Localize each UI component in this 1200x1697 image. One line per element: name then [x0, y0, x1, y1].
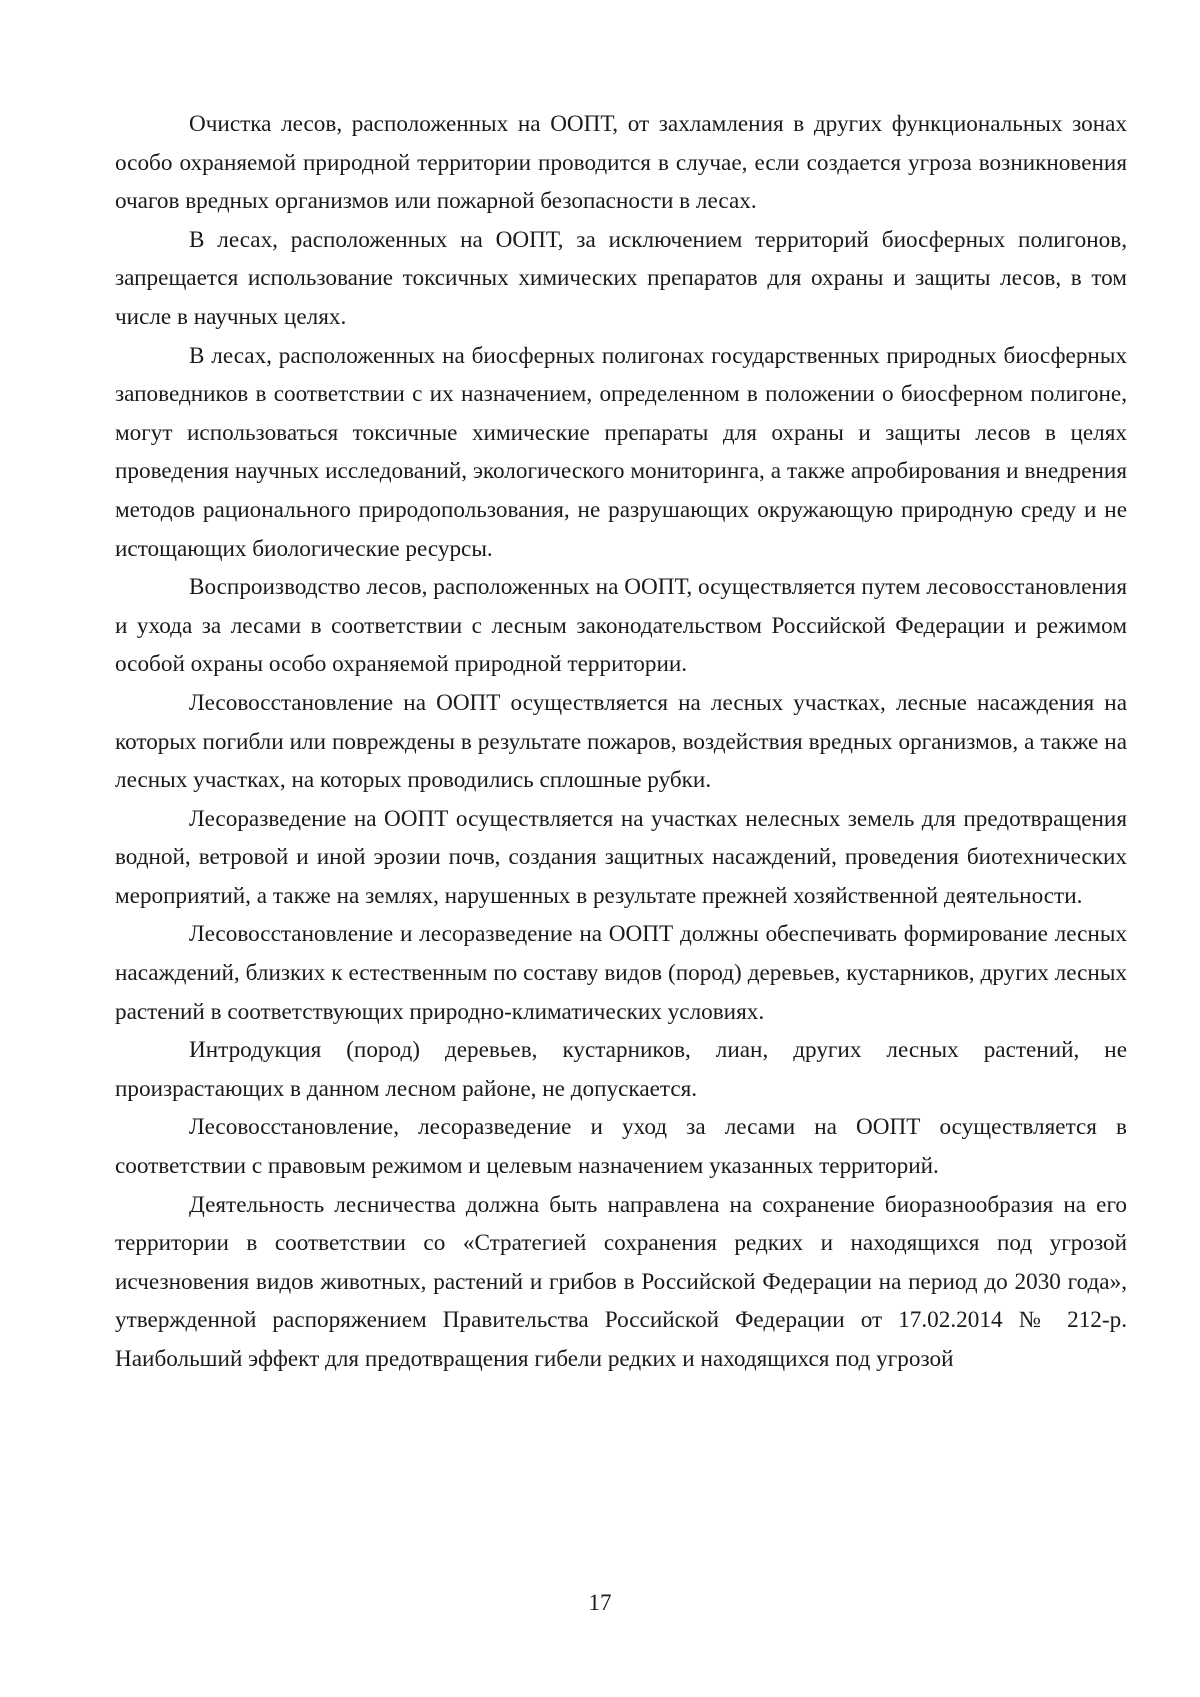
document-body: [115, 105, 1127, 1379]
paragraph-biosphere-polygons: В лесах, расположенных на биосферных полигонах государственных природных биосферных заповедников в соответствии с их назначением, определенном в положении о биосферном полигоне, могут использоваться токсичные химические препараты для охраны и защиты лесов в целях проведения научных исследований, экологического мониторинга, а также апробирования и внедрения методов рационального природопользования, не разрушающих окружающую природную среду и не истощающих биологические ресурсы.: [115, 342, 1127, 562]
paragraph-afforestation: Лесоразведение на ООПТ осуществляется на участках нелесных земель для предотвращения водной, ветровой и иной эрозии почв, создания защитных насаждений, проведения биотехнических мероприятий, а также на землях, нарушенных в результате прежней хозяйственной деятельности.: [115, 805, 1127, 909]
paragraph-forest-cleaning: Очистка лесов, расположенных на ООПТ, от захламления в других функциональных зонах особо охраняемой природной территории проводится в случае, если создается угроза возникновения очагов вредных организмов или пожарной безопасности в лесах.: [115, 111, 1127, 215]
paragraph-biodiversity-strategy: Деятельность лесничества должна быть направлена на сохранение биоразнообразия на его территории в соответствии со «Стратегией сохранения редких и находящихся под угрозой исчезновения видов животных, растений и грибов в Российской Федерации на период до 2030 года», утвержденной распоряжением Правительства Российской Федерации от 17.02.2014 № 212-р. Наибольший эффект для предотвращения гибели редких и находящихся под угрозой: [115, 1191, 1127, 1372]
paragraph-forest-reproduction: Воспроизводство лесов, расположенных на ООПТ, осуществляется путем лесовосстановления и ухода за лесами в соответствии с лесным законодательством Российской Федерации и режимом особой охраны особо охраняемой природной территории.: [115, 574, 1127, 678]
paragraph-legal-regime: Лесовосстановление, лесоразведение и уход за лесами на ООПТ осуществляется в соответствии с правовым режимом и целевым назначением указанных территорий.: [115, 1114, 1127, 1180]
paragraph-reforestation: Лесовосстановление на ООПТ осуществляется на лесных участках, лесные насаждения на которых погибли или повреждены в результате пожаров, воздействия вредных организмов, а также на лесных участках, на которых проводились сплошные рубки.: [115, 689, 1127, 794]
paragraph-stand-formation: Лесовосстановление и лесоразведение на ООПТ должны обеспечивать формирование лесных насаждений, близких к естественным по составу видов (пород) деревьев, кустарников, других лесных растений в соответствующих природно-климатических условиях.: [115, 921, 1127, 1025]
paragraph-toxic-chemicals-ban: В лесах, расположенных на ООПТ, за исключением территорий биосферных полигонов, запрещается использование токсичных химических препаратов для охраны и защиты лесов, в том числе в научных целях.: [115, 226, 1127, 330]
page-number: 17: [588, 1590, 612, 1615]
paragraph-introduction-ban: Интродукция (пород) деревьев, кустарников, лиан, других лесных растений, не произрастающих в данном лесном районе, не допускается.: [115, 1037, 1127, 1102]
